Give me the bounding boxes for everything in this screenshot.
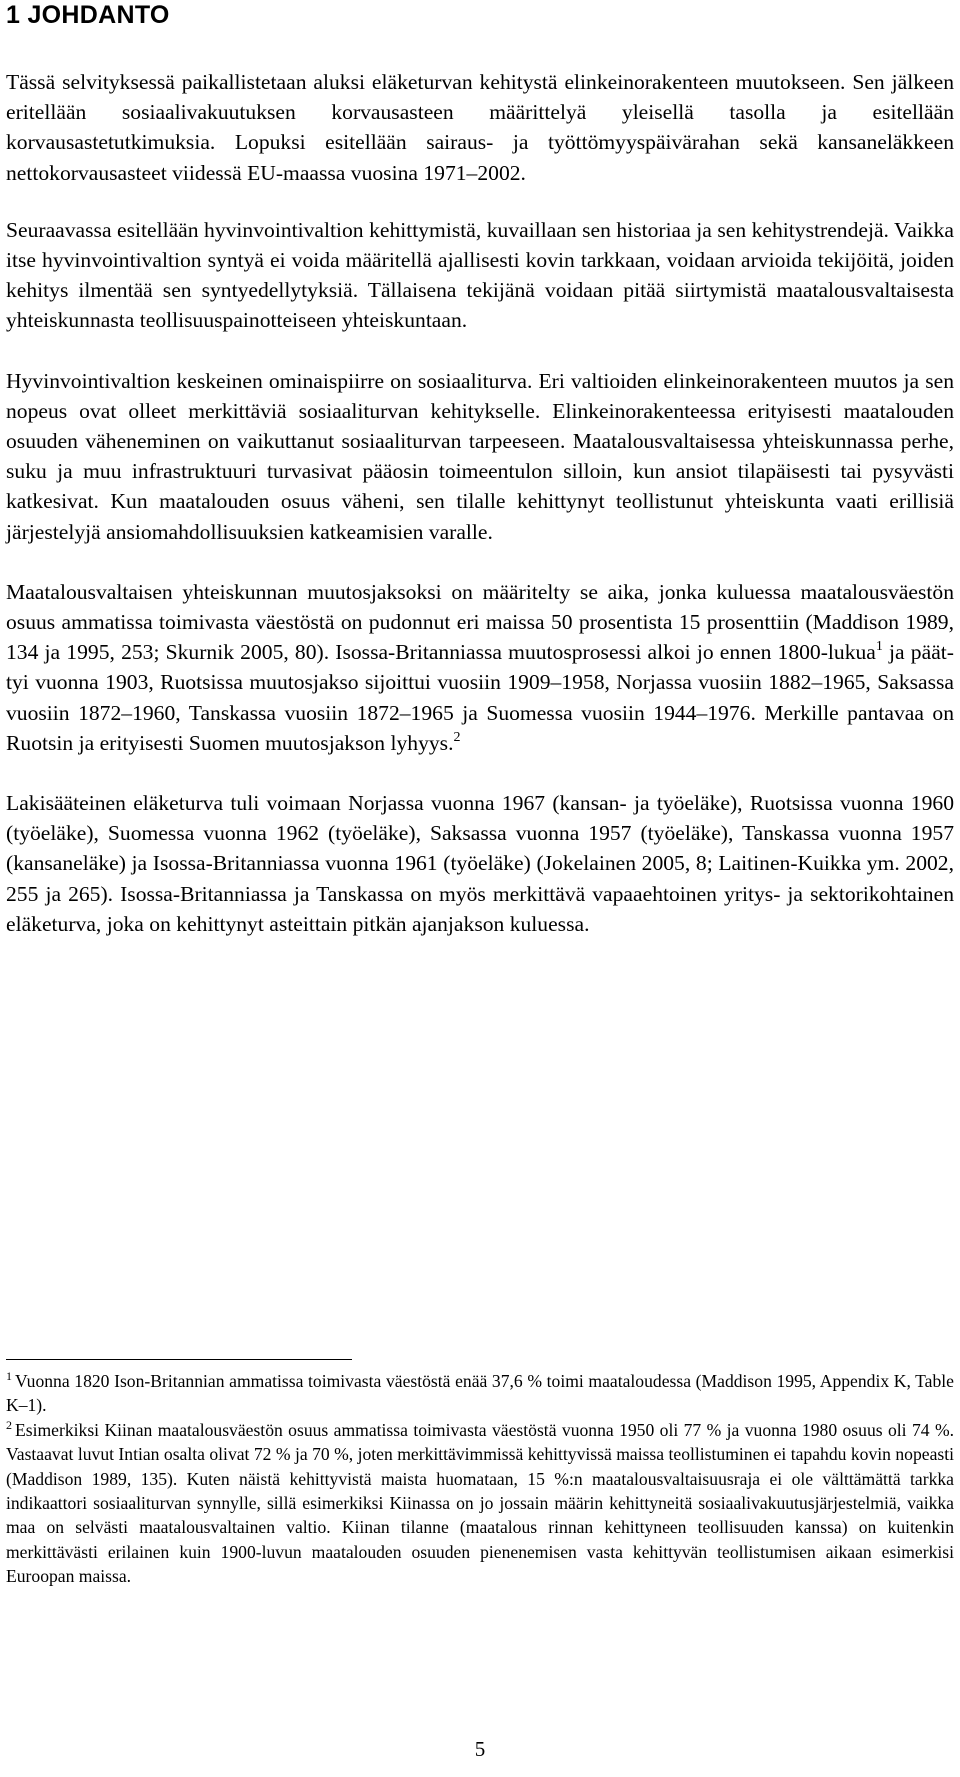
paragraph-welfare-state: Seuraavassa esitellään hyvinvointivaltion kehittymistä, kuvaillaan sen historiaa ja sen kehitystrendejä. Vaikka itse hyvinvointivaltion syntyä ei voida määritellä ajallisesti kovin tarkkaan, voidaan arvioida tekijöitä, joiden kehitys ilmentää sen syntyedellytyksiä. Tällaisena tekijänä voidaan pitää siirtymistä maatalousvaltaisesta yhteiskunnasta teollisuuspainotteiseen yhteiskuntaan. (6, 217, 954, 333)
footnote-marker: 1 (6, 1369, 12, 1383)
page-number: 5 (474, 1737, 486, 1761)
body-text (6, 67, 954, 939)
paragraph-text: Maatalousvaltaisen yhteiskunnan muutosjaksoksi on määritelty se aika, jonka kuluessa maatalousväestön osuus ammatissa toimivasta väestöstä on pudonnut eri maissa 50 prosentista 15 prosenttiin (Maddison 1989, 134 ja 1995, 253; Skurnik 2005, 80). Isossa-Britanniassa muutosprosessi alkoi jo ennen 1800-lukua (6, 579, 954, 665)
paragraph-social-security: Hyvinvointivaltion keskeinen ominaispiirre on sosiaaliturva. Eri valtioiden elinkeinorakenteen muutos ja sen nopeus ovat olleet merkittäviä sosiaaliturvan kehitykselle. Elinkeinorakenteessa erityisesti maatalouden osuuden väheneminen on vaikuttanut sosiaaliturvan tarpeeseen. Maatalousvaltaisessa yhteiskunnassa perhe, suku ja muu infrastruktuuri turvasivat pääosin toimeentulon silloin, kun ansiot tilapäisesti tai pysyvästi katkesivat. Kun maatalouden osuus väheni, sen tilalle kehittynyt teollistunut yhteiskunta vaati erillisiä järjestelyjä ansiomahdollisuuksien katkeamisien varalle. (6, 368, 954, 544)
footnote-reference-1: 1 (875, 639, 883, 655)
paragraph-statutory-pensions: Lakisääteinen eläketurva tuli voimaan Norjassa vuonna 1967 (kansan- ja työeläke), Ruotsissa vuonna 1960 (työeläke), Suomessa vuonna 1962 (työeläke), Saksassa vuonna 1957 (työeläke), Tanskassa vuonna 1957 (kansaneläke) ja Isossa-Britanniassa vuonna 1961 (työeläke) (Jokelainen 2005, 8; Laitinen-Kuikka ym. 2002, 255 ja 265). Isossa-Britanniassa ja Tanskassa on myös merkittävä vapaaehtoinen yritys- ja sektorikohtainen eläketurva, joka on kehittynyt asteittain pitkän ajanjakson kuluessa. (6, 791, 954, 936)
footnotes (6, 1369, 954, 1589)
paragraph-text: ja päättyi vuonna 1903, Ruotsissa muutosjakso sijoittui vuosiin 1909–1958, Norjassa vuosiin 1882–1965, Saksassa vuosiin 1872–1960, Tanskassa vuosiin 1872–1965 ja Suomessa vuosiin 1944–1976. Merkille pantavaa on Ruotsin ja erityisesti Suomen muutosjakson lyhyys. (6, 640, 954, 755)
document-page (6, 0, 954, 1761)
footnote-separator (6, 1359, 352, 1360)
footnote-text: Esimerkiksi Kiinan maatalousväestön osuus ammatissa toimivasta väestöstä vuonna 1950 oli 77 % ja vuonna 1980 osuus oli 74 %. Vastaavat luvut Intian osalta olivat 72 % ja 70 %, joten merkittävimmissä kehittyvissä maissa teollistuminen ei tapahdu kovin nopeasti (Maddison 1989, 135). Kuten näistä kehittyvistä maista huomataan, 15 %:n maatalousvaltaisuusraja ei ole välttämättä tarkka indikaattori sosiaaliturvan synnylle, sillä esimerkiksi Kiinassa on jo jossain määrin kehittyneitä sosiaalivakuutusjärjestelmiä, vaikka maa on selvästi maatalousvaltainen valtio. Kiinan tilanne (maatalous rinnan kehittyneen teollisuuden kanssa) on kuitenkin merkittävästi erilainen kuin 1900-luvun maatalouden osuuden pienenemisen vasta kehittyvän teollistumisen aikaan esimerkisi Euroopan maissa. (6, 1419, 954, 1587)
paragraph-agrarian-transition (6, 577, 954, 758)
footnote-text: Vuonna 1820 Ison-Britannian ammatissa toimivasta väestöstä enää 37,6 % toimi maataloudessa (Maddison 1995, Appendix K, Table K–1). (6, 1371, 954, 1416)
footnote-2 (6, 1418, 954, 1589)
footnote-1 (6, 1369, 954, 1418)
paragraph-intro: Tässä selvityksessä paikallistetaan aluksi eläketurvan kehitystä elinkeinorakenteen muutokseen. Sen jälkeen eritellään sosiaalivakuutuksen korvausasteen määrittelyä yleisellä tasolla ja esitellään korvausastetutkimuksia. Lopuksi esitellään sairaus- ja työttömyyspäivärahan sekä kansaneläkkeen nettokorvausasteet viidessä EU-maassa vuosina 1971–2002. (6, 70, 954, 185)
footnote-reference-2: 2 (453, 729, 461, 745)
section-heading: 1 JOHDANTO (6, 1, 170, 29)
footnote-marker: 2 (6, 1417, 12, 1432)
